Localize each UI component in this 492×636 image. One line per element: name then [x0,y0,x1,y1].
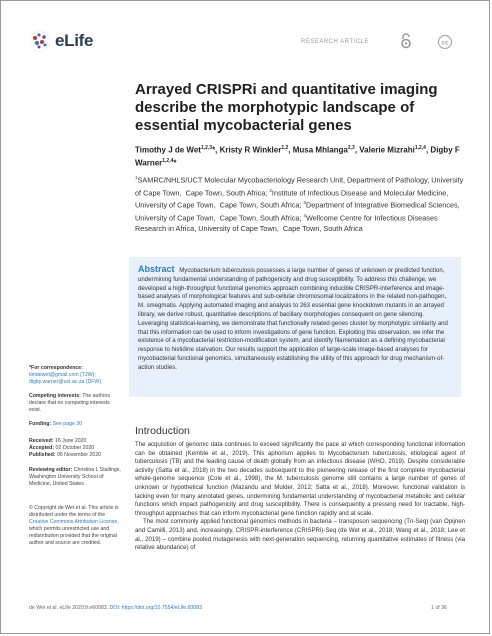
logo-text: eLife [55,31,94,50]
article-title: Arrayed CRISPRi and quantitative imaging describe the morphotypic landscape of essential mycobacterial genes [135,81,438,134]
introduction-heading: Introduction [135,425,190,437]
article-type: RESEARCH ARTICLE [301,39,369,45]
correspondence-block [29,365,121,386]
correspondence-emails[interactable]: timdewet@gmail.com (TJW); digby.warner@uct.ac.za (DFW) [29,372,102,385]
accepted-label: Accepted: [29,445,55,451]
intro-paragraph-2: The most commonly applied functional genomics methods in bacteria – transposon sequencing (Tn-Seq) (van Opijnen and Camilli, 2013) and, increasingly, CRISPR-interference (CRISPRi)-Seq (de Wet et al., 2018; Wang et al., 2018; Lee et al., 2019) – combine pooled mutagenesis with next-generation sequencing, returning quantitative estimates of fitness (via relative abundance) of [135,518,465,552]
accepted-date: 02 October 2020 [55,445,95,451]
author-list: Timothy J de Wet$^{1,2,3}$*, Kristy R Winkler$^{1,2}$, Musa Mhlanga$^{2,3}$, Valerie Mizrahi$^{1,2,4}$, Digby F Warner$^{1,2,4}$* [135,145,460,168]
introduction-body [135,441,465,553]
elife-logo-icon [29,30,51,52]
doi-link[interactable]: DOI: https://doi.org/10.7554/eLife.60083 [109,605,202,611]
copyright-tail: which permits unrestricted use and redistribution provided that the original author and source are credited. [29,526,117,546]
page-number: 1 of 36 [431,605,447,611]
abstract-text: Mycobacterium tuberculosis possesses a large number of genes of unknown or predicted function, undermining fundamental understanding of pathogenicity and drug susceptibility. To address this challenge, we developed a high-throughput functional genomics approach combining inducible CRISPR-interference and image-based analyses of morphological features and sub-cellular chromosomal localizations in the related non-pathogen, M. smegmatis. Applying automated imaging and analysis to 263 essential gene knockdown mutants in an arrayed library, we derive robust, quantitative descriptions of bacillary morphologies consequent on gene silencing. Leveraging statistical-learning, we demonstrate that functionally related genes cluster by morphotypic similarity and that this information can be used to inform investigations of gene function. Exploiting this observation, we infer the existence of a mycobacterial restriction-modification system, and identify filamentation as a defining mycobacterial response to histidine starvation. Our results support the application of large-scale image-based analyses for mycobacterial functional genomics, simultaneously establishing the utility of this approach for drug mechanism-of-action studies. [138,267,448,371]
correspondence-label: *For correspondence: [29,365,83,371]
creative-commons-icon[interactable] [437,34,453,50]
elife-logo[interactable] [29,29,109,53]
dates-block [29,438,121,459]
reviewing-text: Christina L Stallings, Washington University School of Medicine, United States [29,467,121,487]
received-label: Received: [29,438,54,444]
svg-text:cc: cc [441,39,449,47]
published-label: Published: [29,452,56,458]
competing-interests-block [29,393,121,414]
intro-paragraph-1: The acquisition of genomic data continues to exceed significantly the pace at which corresponding functional information can be obtained (Kemble et al., 2019). This aphorism applies to Mycobacterium tuberculosis, etiological agent of tuberculosis (TB) and the leading cause of death globally from an infectious disease (WHO, 2019). Despite considerable activity (Satta et al., 2018) in the two decades subsequent to the pioneering release of the first complete mycobacterial whole-genome sequence (Cole et al., 1998), the M. tuberculosis genome still contains a large number of genes of unknown or hypothetical function (Mazandu and Mulder, 2012; Satta et al., 2018). Moreover, functional validation is lacking even for many annotated genes, undermining fundamental understanding of mycobacterial metabolic and cellular functions which impact pathogenicity and drug susceptibility. There is consequently a pressing need for tractable, high-throughput approaches that can inform mycobacterial gene function rapidly and at scale. [135,441,465,517]
citation-text: de Wet et al. eLife 2020;9:e60083. [29,605,109,611]
abstract-box [129,257,461,397]
footer-citation [29,605,202,611]
copyright-text: © Copyright de Wet et al. This article is distributed under the terms of the [29,505,119,518]
funding-label: Funding: [29,421,52,427]
copyright-block [29,505,121,547]
published-date: 06 November 2020 [56,452,102,458]
reviewing-editor-block [29,467,121,488]
open-access-icon[interactable] [399,33,413,49]
funding-block [29,421,121,428]
competing-label: Competing interests: [29,393,81,399]
license-link[interactable]: Creative Commons Attribution License, [29,519,119,525]
competing-text: The authors declare that no competing interests exist. [29,393,110,413]
reviewing-label: Reviewing editor: [29,467,73,473]
abstract-label: Abstract [138,264,175,274]
funding-link[interactable]: See page 30 [52,421,83,427]
received-date: 16 June 2020 [54,438,87,444]
affiliations: $^1$SAMRC/NHLS/UCT Molecular Mycobacteriology Research Unit, Department of Pathology, University of Cape Town, Cape Town, South Africa; $^2$Institute of Infectious Disease and Molecular Medicine, University of Cape Town, Cape Town, South Africa; $^3$Department of Integrative Biomedical Sciences, University of Cape Town, Cape Town, South Africa; $^4$Wellcome Centre for Infectious Diseases Research in Africa, University of Cape Town, Cape Town, South Africa [135,175,464,233]
